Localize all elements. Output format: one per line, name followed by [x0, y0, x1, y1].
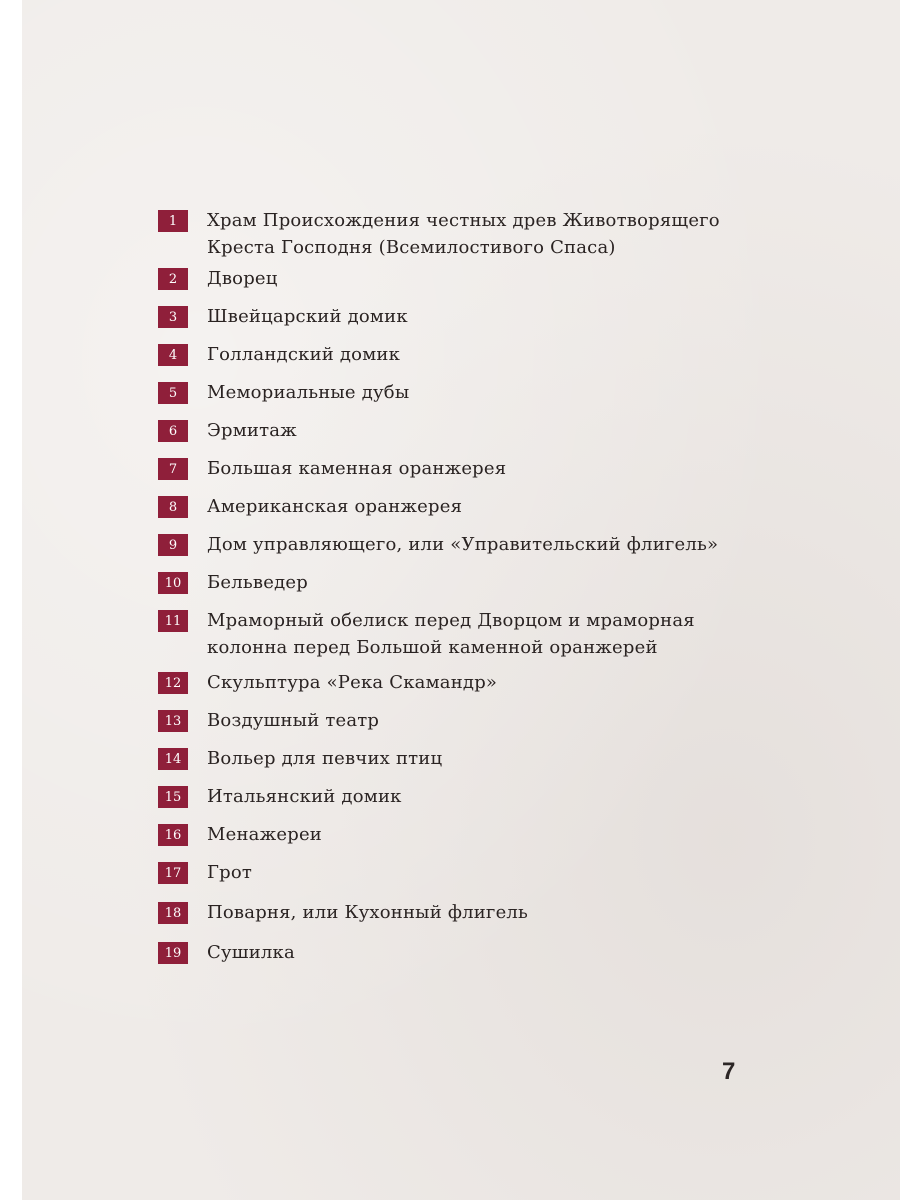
item-label: Менажереи	[207, 824, 322, 845]
list-item	[158, 207, 727, 261]
item-label: Сушилка	[207, 942, 295, 963]
item-number-badge: 17	[158, 862, 188, 884]
page-number: 7	[722, 1058, 736, 1085]
item-number-badge: 14	[158, 748, 188, 770]
list-item	[158, 493, 727, 520]
list-item	[158, 265, 727, 292]
list-item	[158, 859, 727, 886]
item-number-badge: 19	[158, 942, 188, 964]
list-item	[158, 669, 727, 696]
list-item	[158, 455, 727, 482]
item-number-badge: 6	[158, 420, 188, 442]
book-page	[22, 0, 900, 1200]
list-item	[158, 899, 727, 926]
item-number-badge: 4	[158, 344, 188, 366]
list-item	[158, 303, 727, 330]
item-number-badge: 1	[158, 210, 188, 232]
item-label: Мраморный обелиск перед Дворцом и мраморная колонна перед Большой каменной оранжерей	[207, 610, 695, 658]
item-label: Голландский домик	[207, 344, 401, 365]
item-label: Американская оранжерея	[207, 496, 463, 517]
list-item	[158, 341, 727, 368]
item-label: Воздушный театр	[207, 710, 380, 731]
item-label: Мемориальные дубы	[207, 382, 410, 403]
item-label: Большая каменная оранжерея	[207, 458, 507, 479]
item-number-badge: 7	[158, 458, 188, 480]
list-item	[158, 821, 727, 848]
item-number-badge: 3	[158, 306, 188, 328]
list-item	[158, 417, 727, 444]
list-item	[158, 745, 727, 772]
item-label: Храм Происхождения честных древ Животворящего Креста Господня (Всемилостивого Спаса)	[207, 210, 720, 258]
item-number-badge: 5	[158, 382, 188, 404]
list-item	[158, 783, 727, 810]
list-item	[158, 531, 747, 558]
list-item	[158, 607, 727, 661]
item-number-badge: 2	[158, 268, 188, 290]
list-item	[158, 707, 727, 734]
item-label: Вольер для певчих птиц	[207, 748, 443, 769]
item-label: Грот	[207, 862, 253, 883]
item-label: Эрмитаж	[207, 420, 297, 441]
item-number-badge: 9	[158, 534, 188, 556]
item-number-badge: 18	[158, 902, 188, 924]
item-label: Швейцарский домик	[207, 306, 408, 327]
item-number-badge: 10	[158, 572, 188, 594]
item-label: Дом управляющего, или «Управительский флигель»	[207, 534, 719, 555]
item-number-badge: 12	[158, 672, 188, 694]
item-number-badge: 13	[158, 710, 188, 732]
item-label: Поварня, или Кухонный флигель	[207, 902, 529, 923]
list-item	[158, 379, 727, 406]
item-label: Итальянский домик	[207, 786, 402, 807]
item-number-badge: 16	[158, 824, 188, 846]
item-number-badge: 15	[158, 786, 188, 808]
list-item	[158, 939, 727, 966]
item-label: Бельведер	[207, 572, 308, 593]
item-label: Скульптура «Река Скамандр»	[207, 672, 498, 693]
item-number-badge: 11	[158, 610, 188, 632]
item-label: Дворец	[207, 268, 278, 289]
list-item	[158, 569, 727, 596]
item-number-badge: 8	[158, 496, 188, 518]
